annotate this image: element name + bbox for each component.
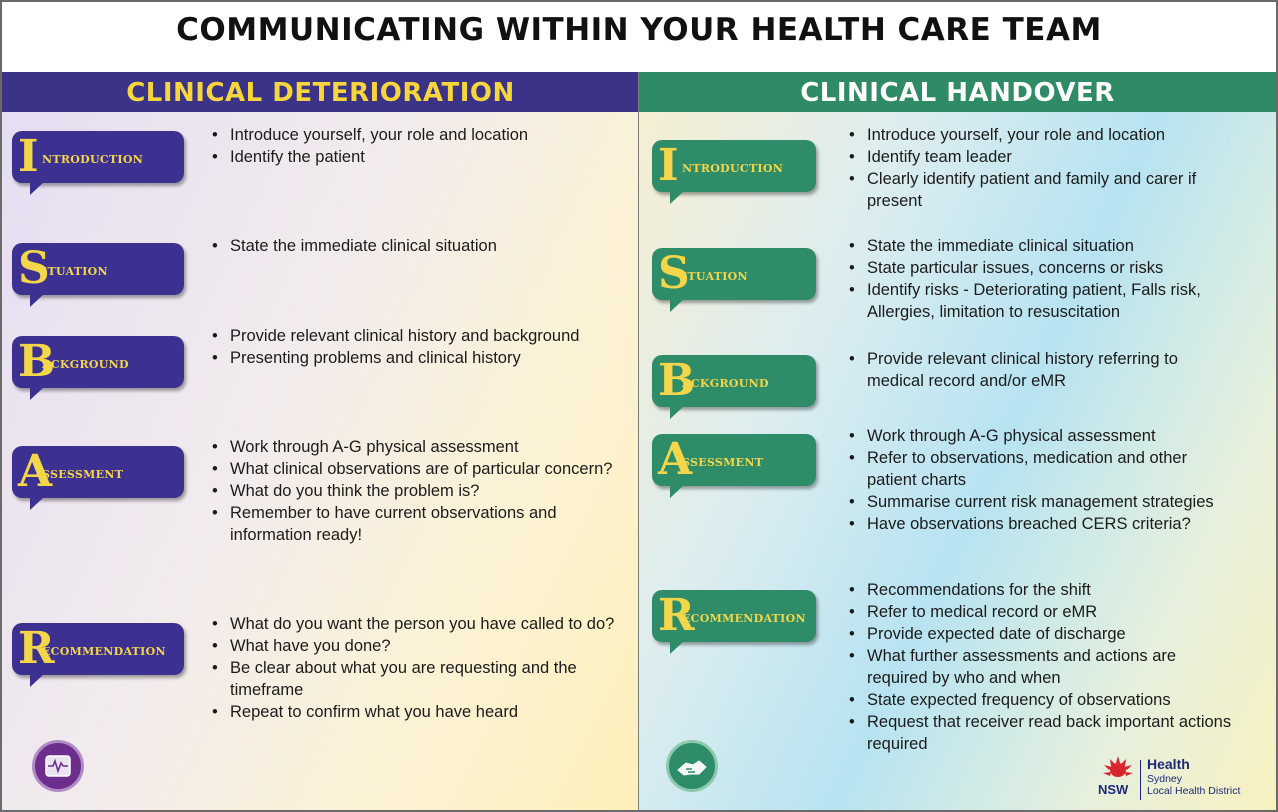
list-item: • State expected frequency of observations bbox=[844, 689, 1239, 711]
nsw-wordmark: NSW bbox=[1098, 782, 1129, 797]
list-item: • Request that receiver read back important actions required bbox=[844, 711, 1239, 755]
list-item: • Identify the patient bbox=[207, 146, 627, 168]
list-item: • Repeat to confirm what you have heard bbox=[207, 701, 627, 723]
badge-letter: R bbox=[658, 590, 694, 641]
background-badge bbox=[12, 336, 184, 388]
health-wordmark: Health bbox=[1147, 756, 1190, 772]
list-item: • Work through A-G physical assessment bbox=[844, 425, 1239, 447]
badge-word: SSESSMENT bbox=[42, 468, 124, 481]
list-item: • Identify team leader bbox=[844, 146, 1239, 168]
district-line-1: Sydney bbox=[1147, 773, 1183, 785]
situation-badge bbox=[12, 243, 184, 295]
badge-word: ACKGROUND bbox=[42, 358, 129, 371]
badge-letter: R bbox=[18, 623, 54, 674]
list-item: • Provide expected date of discharge bbox=[844, 623, 1239, 645]
badge-letter: S bbox=[658, 248, 689, 299]
introduction-points bbox=[844, 124, 1239, 212]
badge-word: ECOMMENDATION bbox=[42, 645, 166, 658]
list-item: • Have observations breached CERS criteria? bbox=[844, 513, 1239, 535]
badge-word: ITUATION bbox=[42, 265, 108, 278]
recommendation-points bbox=[207, 613, 627, 723]
clinical-handover-panel bbox=[639, 72, 1276, 810]
heart-monitor-icon bbox=[32, 740, 84, 792]
list-item: • Introduce yourself, your role and location bbox=[207, 124, 627, 146]
list-item: • Recommendations for the shift bbox=[844, 579, 1239, 601]
panel-heading: CLINICAL HANDOVER bbox=[639, 72, 1276, 112]
assessment-points bbox=[844, 425, 1239, 535]
badge-letter: S bbox=[18, 243, 49, 294]
introduction-badge bbox=[652, 140, 816, 192]
assessment-badge bbox=[12, 446, 184, 498]
list-item: • Be clear about what you are requesting and the timeframe bbox=[207, 657, 627, 701]
assessment-badge bbox=[652, 434, 816, 486]
introduction-points bbox=[207, 124, 627, 168]
list-item: • Work through A-G physical assessment bbox=[207, 436, 627, 458]
badge-word: SSESSMENT bbox=[682, 456, 764, 469]
badge-letter: B bbox=[658, 355, 695, 406]
page-title: COMMUNICATING WITHIN YOUR HEALTH CARE TEAM bbox=[176, 12, 1102, 48]
badge-letter: A bbox=[658, 434, 692, 485]
list-item: • State the immediate clinical situation bbox=[844, 235, 1239, 257]
recommendation-points bbox=[844, 579, 1239, 755]
badge-word: NTRODUCTION bbox=[42, 153, 144, 166]
background-points bbox=[844, 348, 1239, 392]
badge-word: NTRODUCTION bbox=[682, 162, 784, 175]
district-line-2: Local Health District bbox=[1147, 785, 1241, 797]
list-item: • Provide relevant clinical history referring to medical record and/or eMR bbox=[844, 348, 1239, 392]
introduction-badge bbox=[12, 131, 184, 183]
list-item: • Provide relevant clinical history and background bbox=[207, 325, 627, 347]
badge-letter: B bbox=[18, 336, 55, 387]
list-item: • What further assessments and actions are required by who and when bbox=[844, 645, 1239, 689]
badge-letter: I bbox=[18, 131, 38, 182]
list-item: • Refer to medical record or eMR bbox=[844, 601, 1239, 623]
situation-points bbox=[207, 235, 627, 257]
handshake-icon bbox=[666, 740, 718, 792]
situation-badge bbox=[652, 248, 816, 300]
waratah-icon bbox=[1098, 754, 1138, 782]
list-item: • Refer to observations, medication and other patient charts bbox=[844, 447, 1239, 491]
assessment-points bbox=[207, 436, 627, 546]
list-item: • What do you think the problem is? bbox=[207, 480, 627, 502]
list-item: • Clearly identify patient and family and carer if present bbox=[844, 168, 1239, 212]
logo-divider bbox=[1140, 760, 1141, 800]
list-item: • Introduce yourself, your role and location bbox=[844, 124, 1239, 146]
list-item: • Remember to have current observations and information ready! bbox=[207, 502, 627, 546]
recommendation-badge bbox=[12, 623, 184, 675]
list-item: • What have you done? bbox=[207, 635, 627, 657]
background-points bbox=[207, 325, 627, 369]
list-item: • State particular issues, concerns or risks bbox=[844, 257, 1239, 279]
nsw-health-logo bbox=[1098, 754, 1268, 802]
situation-points bbox=[844, 235, 1239, 323]
list-item: • State the immediate clinical situation bbox=[207, 235, 627, 257]
district-name bbox=[1147, 773, 1240, 797]
background-badge bbox=[652, 355, 816, 407]
recommendation-badge bbox=[652, 590, 816, 642]
badge-word: ACKGROUND bbox=[682, 377, 769, 390]
badge-letter: A bbox=[18, 446, 52, 497]
badge-letter: I bbox=[658, 140, 678, 191]
badge-word: ECOMMENDATION bbox=[682, 612, 806, 625]
list-item: • Summarise current risk management strategies bbox=[844, 491, 1239, 513]
list-item: • What do you want the person you have called to do? bbox=[207, 613, 627, 635]
badge-word: ITUATION bbox=[682, 270, 748, 283]
list-item: • What clinical observations are of particular concern? bbox=[207, 458, 627, 480]
panel-heading: CLINICAL DETERIORATION bbox=[2, 72, 639, 112]
list-item: • Presenting problems and clinical history bbox=[207, 347, 627, 369]
list-item: • Identify risks - Deteriorating patient, Falls risk, Allergies, limitation to resuscitation bbox=[844, 279, 1239, 323]
clinical-deterioration-panel bbox=[2, 72, 639, 810]
